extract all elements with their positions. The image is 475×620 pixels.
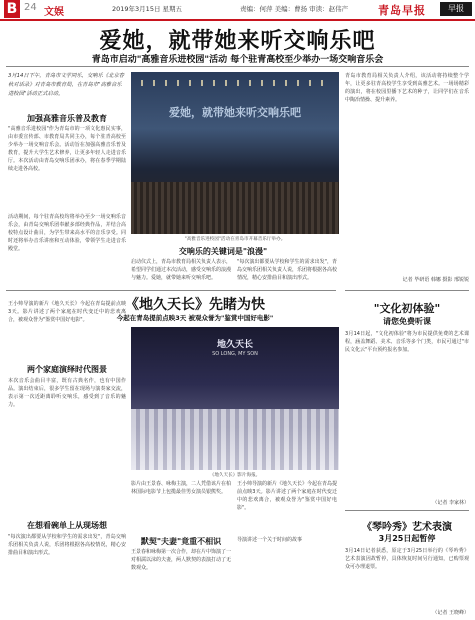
headline-divider (6, 66, 469, 67)
article-paragraph: 启动仪式上，青岛市教育局相关负责人表示，希望同学们通过本次活动，感受交响乐的浪漫与魅力。爱她，就带她来听交响乐吧。 (131, 259, 231, 281)
article-title: 《地久天长》先睹为快 (125, 297, 265, 313)
reporter-credit: （记者 李家林） (432, 500, 469, 506)
article-paragraph: 王小帅导演的新片《地久天长》今起在青岛提前点映3天。影片讲述了两个家庭在时代变迁中的悲欢离合，被观众誉为"鉴赏中国好电影"。 (237, 481, 337, 511)
article-paragraph: 导演讲述一个关于时间的故事 (237, 537, 303, 543)
section-divider (6, 290, 336, 291)
photo-backdrop-title: 爱她，就带她来听交响乐吧 (169, 106, 301, 119)
box-subtitle: 请您免费听课 (383, 317, 431, 326)
editors-line: 责编：何萍 美编：曹扬 审读：赵伟产 (240, 5, 349, 13)
article-paragraph: 青岛市教育局相关负责人介绍，该活动将持续整个学年，让更多驻青高校学生享受到高雅艺术。一场场精彩的演出，将在校园里播下艺术的种子，让同学们在音乐中陶冶情操、提升素养。 (345, 73, 469, 103)
issue-date: 2019年3月15日 星期五 (112, 5, 183, 13)
article-subtitle: 今起在青岛提前点映3天 被观众誉为"鉴赏中国好电影" (116, 314, 274, 322)
box-subtitle: 3月25日起暂停 (378, 534, 436, 543)
concert-photo (131, 72, 339, 234)
brand-name: 青岛早报 (378, 4, 426, 17)
article-lead: 3月14日下午，青岛市文学同乐，交响乐《北京春秋对话录》对青岛市教育局，在青岛市"高雅音乐进校园"活动正式启动。 (8, 73, 125, 97)
article-paragraph: 活动期间，每个驻青高校均将举办至少一场交响乐音乐会，由青岛交响乐团奉献多部经典作品，并结合高校特点设计曲目，为学生带来高水平的音乐享受。同时还将举办音乐讲座和互动体验，带领学生走进音乐殿堂。 (8, 214, 126, 252)
box-title: 《琴吟秀》艺术表演 (362, 522, 452, 533)
poster-subtitle: SO LONG, MY SON (212, 351, 258, 357)
reporter-credit: 记者 毕研语 韩娜 摄影 邢锐锐 (402, 277, 469, 283)
sub-headline: 青岛市启动"高雅音乐进校园"活动 每个驻青高校至少举办一场交响音乐会 (91, 55, 384, 65)
article-paragraph: "每次演出都要从学校和学生的需求出发"，青岛交响乐团相关负责人说，乐团将根据各高校情况，精心安排曲目和演出形式。 (8, 534, 126, 556)
page-header (0, 0, 475, 18)
box-paragraph: 3月14日记者获悉，原定于3月25日举行的《琴吟秀》艺术表演因故暂停，具体恢复时间另行通知，已购票观众可办理退票。 (345, 548, 469, 570)
box-paragraph: 3月14日起，"文化初体验"将为市民提供免费的艺术课程，涵盖舞蹈、美术、音乐等多个门类，市民可通过"市民文化云"平台预约报名参加。 (345, 331, 469, 353)
reporter-credit: （记者 王晓峰） (432, 610, 469, 616)
film-poster (131, 327, 339, 470)
box-divider (345, 290, 469, 291)
box-divider (345, 510, 469, 511)
article-paragraph: "每次演出都要从学校和学生的需求出发"，青岛交响乐团相关负责人说，乐团将根据各高校情况，精心安排曲目和演出形式。 (237, 259, 337, 281)
poster-title: 地久天长 (216, 340, 253, 350)
article-subhead: 在想看碗单上从现场想 (27, 521, 107, 530)
article-paragraph: 影片由王景春、咏梅主演，二人凭借该片在柏林国际电影节上包揽最佳男女演员银熊奖。 (131, 481, 231, 495)
orchestra-stage (131, 182, 339, 234)
paper-logo: B (4, 0, 20, 18)
article-paragraph: "高雅音乐进校园"作为青岛市的一项文化惠民实事，由市委宣传部、市教育局共同主办，每个驻青高校至少举办一场交响音乐会。活动旨在加强高雅音乐普及教育，提升大学生艺术修养，让更多年轻人走进音乐厅。本次活动由青岛交响乐团承办，将在春季学期陆续走进各高校。 (8, 126, 126, 172)
article-subhead: 交响乐的关键词是"浪漫" (178, 247, 268, 256)
article-subhead: 默契"夫妻"竟重不相识 (140, 537, 222, 546)
header-divider (0, 19, 475, 21)
article-paragraph: 王小帅导演的新片《地久天长》今起在青岛提前点映3天。影片讲述了两个家庭在时代变迁中的悲欢离合，被观众誉为"鉴赏中国好电影"。 (8, 301, 126, 323)
article-subhead: 加强高雅音乐普及教育 (27, 114, 107, 123)
poster-crowd (131, 409, 339, 470)
box-title: "文化初体验" (373, 302, 441, 315)
article-subhead: 两个家庭演绎时代图景 (27, 365, 107, 374)
article-paragraph: 王景春和咏梅第一次合作，却在片中饰演了一对相濡以沫的夫妻，两人默契的表演打动了无数观众。 (131, 549, 231, 571)
main-headline: 爱她，就带她来听交响乐吧 (99, 29, 376, 54)
photo-caption: "高雅音乐进校园"活动在青岛市开幕音乐厅举办。 (184, 237, 286, 242)
stage-lights (141, 80, 329, 86)
photo-caption: 《地久天长》影片海报。 (209, 473, 261, 478)
article-paragraph: 本次音乐会曲目丰富，既有古典名作，也有中国作品。演出结束后，很多学生留在现场与演奏家交流，表示第一次近距离聆听交响乐，感受到了音乐的魅力。 (8, 378, 126, 408)
page-number: 24 (24, 2, 37, 13)
section-name: 文娱 (44, 7, 64, 18)
brand-tag: 早报 (440, 2, 472, 16)
